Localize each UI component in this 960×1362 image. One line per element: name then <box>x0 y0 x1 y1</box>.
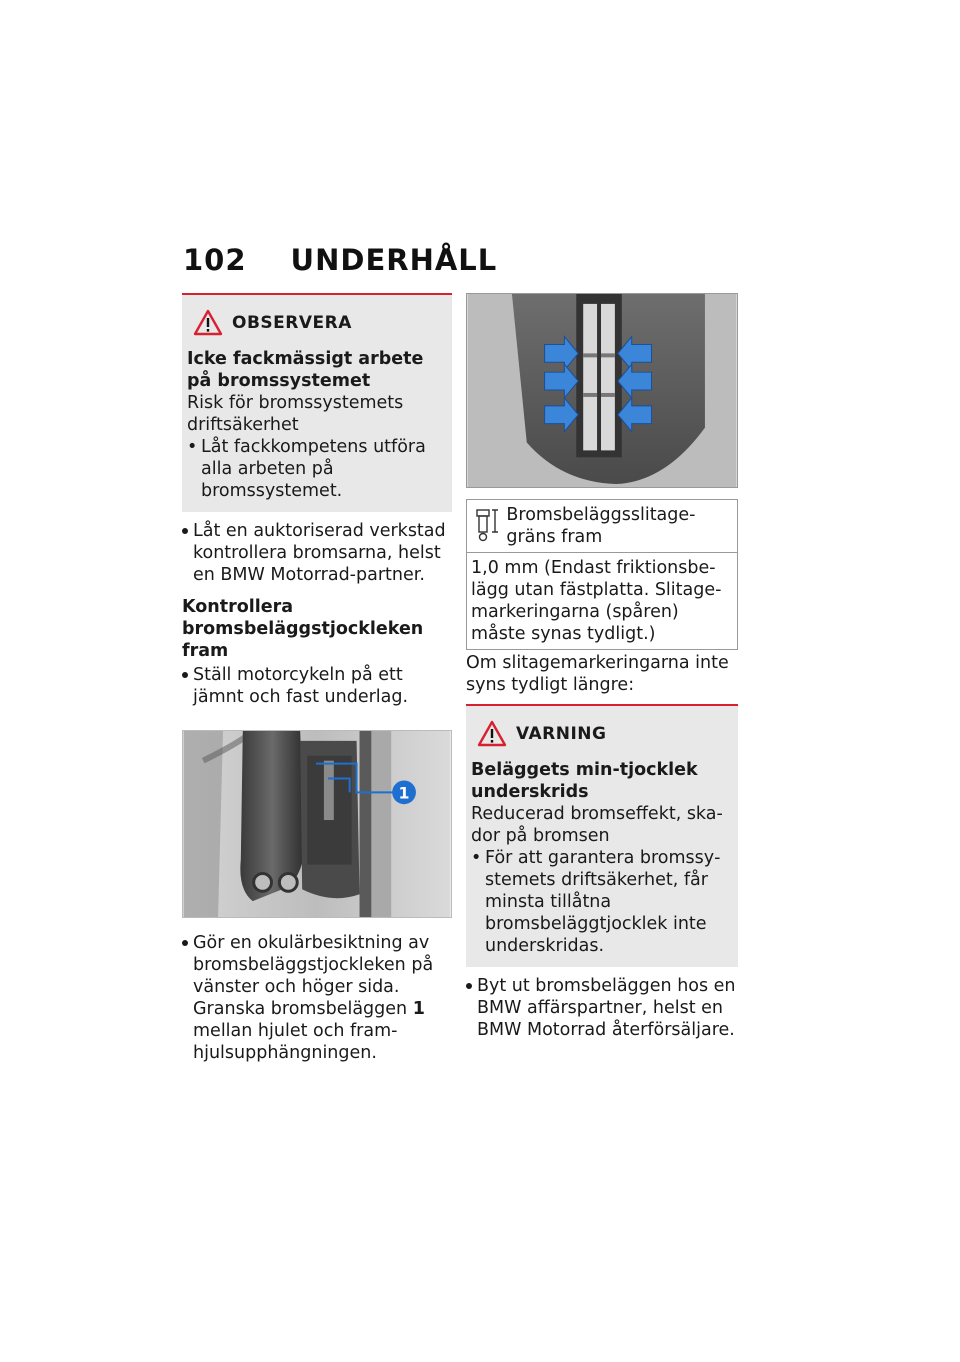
warning-subject: Beläggets min-tjocklek underskrids <box>471 760 698 802</box>
warning-risk: Reducerad bromseffekt, skador på bromsen <box>471 804 723 846</box>
section-heading: Kontrollera bromsbeläggstjockleken fram <box>182 597 424 661</box>
list-item <box>182 932 452 1064</box>
chapter-title: UNDERHÅLL <box>290 243 498 277</box>
list-item: Byt ut bromsbeläggen hos en BMW affärspartner, helst en BMW Motorrad återförsäljare. <box>466 975 738 1041</box>
paragraph: Om slitagemarkeringarna inte syns tydligt längre: <box>466 653 729 695</box>
notice-title: OBSERVERA <box>232 312 352 333</box>
notice-header <box>193 309 444 336</box>
spec-label: Bromsbeläggsslitagegräns fram <box>506 505 696 547</box>
warning-triangle-icon <box>477 720 507 747</box>
warning-box <box>466 704 738 967</box>
notice-risk: Risk för bromssystemets driftsäkerhet <box>187 393 404 435</box>
spec-row <box>467 500 737 553</box>
left-column <box>182 293 452 1064</box>
right-column <box>466 293 738 1041</box>
brake-pad-thickness-icon <box>474 506 500 542</box>
spec-table <box>466 499 738 650</box>
page-header <box>183 243 497 277</box>
list-item: Ställ motorcykeln på ett jämnt och fast underlag. <box>182 664 452 708</box>
spec-value: 1,0 mm (Endast friktionsbelägg utan fästplatta. Slitagemarkeringarna (spåren) måste synas tydligt.) <box>471 558 722 644</box>
notice-action: • Låt fackkompetens utföra alla arbeten på bromssystemet. <box>187 436 444 502</box>
warning-action: • För att garantera bromssystemets driftsäkerhet, får minsta tillåtna bromsbeläggtjocklek inte underskridas. <box>471 847 730 957</box>
brake-pad-wear-photo <box>466 293 738 488</box>
notice-box <box>182 293 452 512</box>
page-number: 102 <box>183 243 247 277</box>
warning-triangle-icon <box>193 309 223 336</box>
part-reference: 1 <box>412 999 425 1019</box>
callout-number: 1 <box>398 783 410 803</box>
notice-subject: Icke fackmässigt arbete på bromssystemet <box>187 349 424 391</box>
list-item-text: Gör en okulärbesiktning av bromsbeläggstjockleken på vänster och höger sida. Granska bromsbeläggen <box>193 933 434 1019</box>
warning-header <box>477 720 730 747</box>
warning-title: VARNING <box>516 723 607 744</box>
list-item: Låt en auktoriserad verkstad kontrollera bromsarna, helst en BMW Motorrad-partner. <box>182 520 452 586</box>
brake-caliper-side-photo <box>182 730 452 918</box>
spec-icon-cell <box>467 500 506 552</box>
list-item-text-end: mellan hjulet och framhjulsupphängningen. <box>193 1021 398 1063</box>
